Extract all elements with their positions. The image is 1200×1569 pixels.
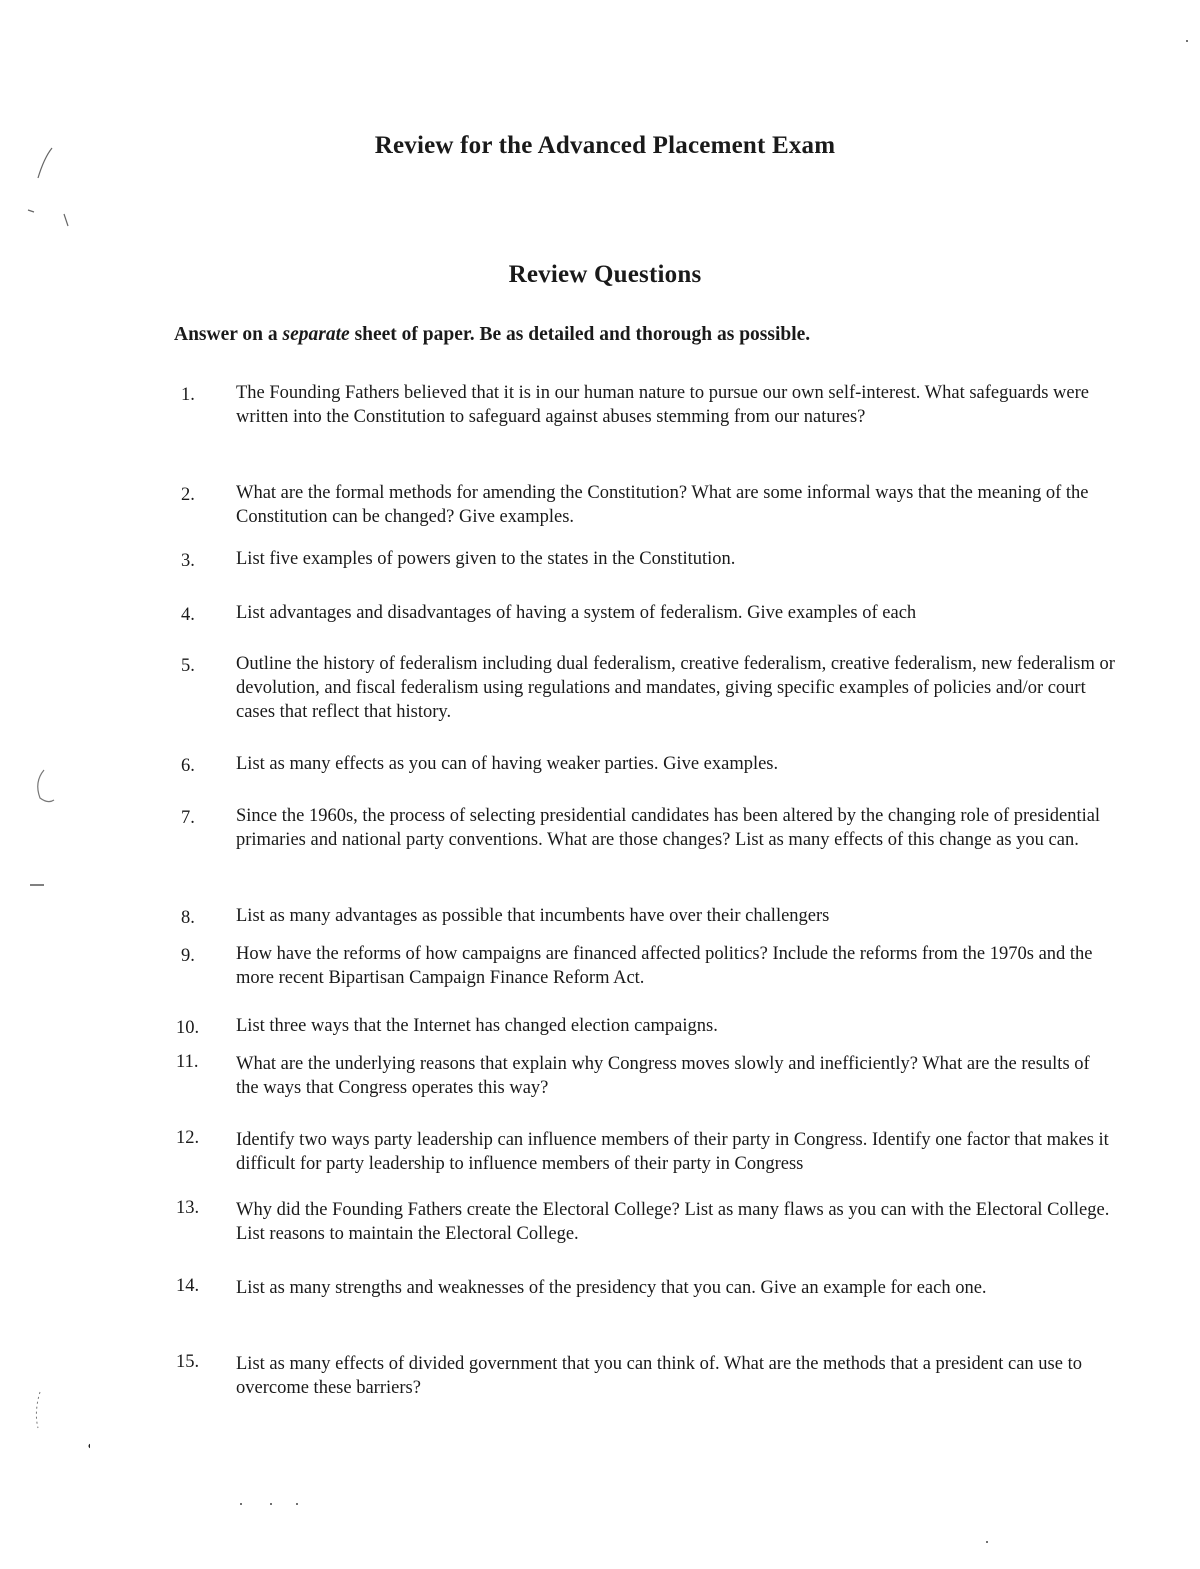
question-number: 15. [176,1352,200,1372]
question-number: 7. [181,808,195,828]
instructions-part2: sheet of paper. Be as detailed and thorough as possible. [349,324,811,345]
question-text: List as many strengths and weaknesses of the presidency that you can. Give an example for each one. [236,1278,987,1298]
question-text: What are the underlying reasons that explain why Congress moves slowly and inefficiently? What are the results of the ways that Congress operates this way? [236,1054,1090,1098]
instructions-part1: Answer on a [174,324,283,345]
question-text: Why did the Founding Fathers create the Electoral College? List as many flaws as you can with the Electoral College. List reasons to maintain the Electoral College. [236,1200,1110,1244]
question-number: 6. [181,756,195,776]
question-text: Identify two ways party leadership can influence members of their party in Congress. Identify one factor that makes it difficult for party leadership to influence members of their party in Congress [236,1130,1109,1174]
question-number: 14. [176,1276,200,1296]
question-text: What are the formal methods for amending the Constitution? What are some informal ways that the meaning of the Constitution can be changed? Give examples. [236,483,1089,527]
question-text: The Founding Fathers believed that it is in our human nature to pursue our own self-interest. What safeguards were written into the Constitution to safeguard against abuses stemming from our natures? [236,383,1090,427]
question-text: List advantages and disadvantages of having a system of federalism. Give examples of each [236,603,917,623]
question-text: Since the 1960s, the process of selecting presidential candidates has been altered by the changing role of presidential primaries and national party conventions. What are those changes? List as many effects of this change as you can. [236,806,1101,850]
question-number: 1. [181,385,195,405]
question-number: 5. [181,656,195,676]
instructions [174,324,810,346]
question-text: List as many advantages as possible that incumbents have over their challengers [236,906,830,926]
scan-speck [296,1503,298,1505]
question-text: List three ways that the Internet has changed election campaigns. [236,1016,718,1036]
scan-speck [1186,40,1188,42]
question-number: 13. [176,1198,200,1218]
question-number: 9. [181,946,195,966]
question-number: 10. [176,1018,200,1038]
scan-speck [270,1503,272,1505]
page-title: Review for the Advanced Placement Exam [374,132,836,159]
scan-noise-left-margin [0,0,90,1569]
question-number: 3. [181,551,195,571]
scan-speck [240,1503,242,1505]
question-text: How have the reforms of how campaigns are financed affected politics? Include the reforms from the 1970s and the more recent Bipartisan Campaign Finance Reform Act. [236,944,1093,988]
question-number: 11. [176,1052,199,1072]
question-number: 4. [181,605,195,625]
question-number: 12. [176,1128,200,1148]
question-number: 2. [181,485,195,505]
question-text: List as many effects of divided government that you can think of. What are the methods that a president can use to overcome these barriers? [236,1354,1082,1398]
question-text: Outline the history of federalism including dual federalism, creative federalism, creative federalism, new federalism or devolution, and fiscal federalism using regulations and mandates, giving specific examples of policies and/or court cases that reflect that history. [236,654,1115,722]
question-text: List five examples of powers given to the states in the Constitution. [236,549,736,569]
scan-speck [986,1541,988,1543]
question-number: 8. [181,908,195,928]
section-title: Review Questions [508,261,702,288]
question-text: List as many effects as you can of having weaker parties. Give examples. [236,754,779,774]
instructions-emphasis: separate [282,324,350,345]
